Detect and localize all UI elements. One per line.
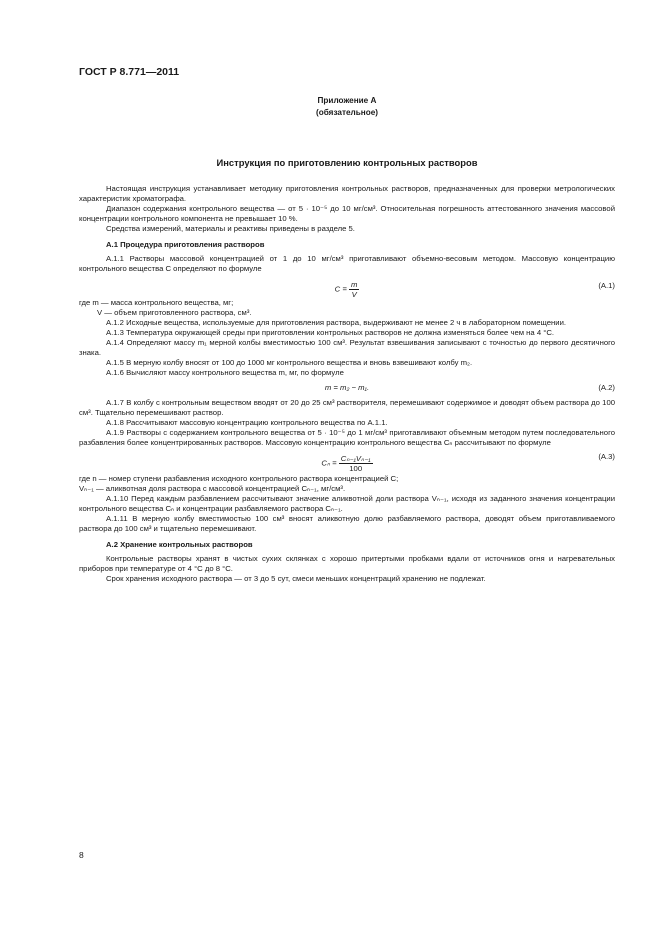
clause-a1-9: А.1.9 Растворы с содержанием контрольного вещества от 5 · 10⁻⁵ до 1 мг/см³ приготавливают объемным методом путем последовательного разбавления более концентрированных растворов. Массовую концентрацию контрольного вещества Cₙ рассчитывают по формуле — [79, 428, 615, 447]
clause-a1-7: А.1.7 В колбу с контрольным веществом вводят от 20 до 25 см³ растворителя, перемешивают содержимое и доводят объем раствора до 100 см³. Тщательно перемешивают раствор. — [79, 398, 615, 417]
formula-a3-fraction — [339, 454, 373, 473]
clause-a1-2: А.1.2 Исходные вещества, используемые для приготовления раствора, выдерживают не менее 2 ч в лабораторном помещении. — [106, 318, 567, 327]
appendix-title: Приложение А — [317, 96, 377, 105]
clause-a1-5: А.1.5 В мерную колбу вносят от 100 до 1000 мг контрольного вещества и вновь взвешивают колбу m₂. — [106, 358, 473, 367]
formula-a2-expression: m = m₂ − m₁. — [324, 383, 370, 392]
where-vn: Vₙ₋₁ — аликвотная доля раствора с массовой концентрацией Cₙ₋₁, мг/см³. — [79, 484, 346, 493]
formula-a2-number: (А.2) — [598, 383, 615, 392]
document-header: ГОСТ Р 8.771—2011 — [79, 66, 180, 78]
formula-a1-numerator: m — [350, 280, 358, 289]
intro-paragraph: Настоящая инструкция устанавливает методику приготовления контрольных растворов, предназначенных для проверки метрологических характеристик хроматографа. — [79, 184, 615, 203]
storage-paragraph-1: Контрольные растворы хранят в чистых сухих склянках с хорошо притертыми пробками вдали от источников огня и нагревательных приборов при температуре от 4 °С до 8 °С. — [79, 554, 615, 573]
formula-a3-lhs: Cₙ = — [321, 458, 337, 468]
section-heading-a2: А.2 Хранение контрольных растворов — [106, 540, 253, 549]
clause-a1-8: А.1.8 Рассчитывают массовую концентрацию контрольного вещества по А.1.1. — [106, 418, 388, 427]
formula-a2 — [79, 380, 615, 396]
formula-a1 — [79, 276, 615, 299]
clause-a1-4: А.1.4 Определяют массу m₁ мерной колбы вместимостью 100 см³. Результат взвешивания записывают с точностью до первого десятичного знака. — [79, 338, 615, 357]
where-n: где n — номер ступени разбавления исходного контрольного раствора концентрацией C; — [79, 474, 399, 483]
section-heading-a1: А.1 Процедура приготовления растворов — [106, 240, 265, 249]
formula-a1-lhs: C = — [334, 284, 347, 294]
clause-a1-1: А.1.1 Растворы массовой концентрацией от 1 до 10 мг/см³ приготавливают объемно-весовым методом. Массовую концентрацию контрольного вещества C определяют по формуле — [79, 254, 615, 273]
appendix-subtitle: (обязательное) — [316, 108, 378, 117]
formula-a3-number: (А.3) — [598, 452, 615, 461]
where-m: где m — масса контрольного вещества, мг; — [79, 298, 234, 307]
formula-a3-numerator: Cₙ₋₁Vₙ₋₁ — [340, 454, 371, 463]
range-paragraph: Диапазон содержания контрольного вещества — от 5 · 10⁻⁵ до 10 мг/см³. Относительная погрешность аттестованного значения массовой концентрации контрольного компонента не превышает 10 %. — [79, 204, 615, 223]
formula-a1-fraction — [349, 280, 359, 299]
clause-a1-3: А.1.3 Температура окружающей среды при приготовлении контрольных растворов не должна изменяться более чем на 4 °С. — [106, 328, 555, 337]
formula-a3-denominator: 100 — [349, 464, 363, 473]
clause-a1-6: А.1.6 Вычисляют массу контрольного вещества m, мг, по формуле — [106, 368, 344, 377]
where-v: V — объем приготовленного раствора, см³. — [97, 308, 252, 317]
page-title: Инструкция по приготовлению контрольных растворов — [216, 157, 478, 168]
formula-a1-denominator: V — [351, 290, 357, 299]
formula-a1-number: (А.1) — [598, 281, 615, 290]
equipment-paragraph: Средства измерений, материалы и реактивы приведены в разделе 5. — [106, 224, 355, 233]
clause-a1-10: А.1.10 Перед каждым разбавлением рассчитывают значение аликвотной доли раствора Vₙ₋₁, исходя из заданного значения концентрации контрольного вещества Cₙ и концентрации разбавляемого раствора Cₙ₋₁. — [79, 494, 615, 513]
document-body — [79, 184, 615, 584]
storage-paragraph-2: Срок хранения исходного раствора — от 3 до 5 сут, смеси меньших концентраций хранению не подлежат. — [106, 574, 486, 583]
page-number: 8 — [79, 850, 84, 860]
formula-a3 — [79, 450, 615, 472]
clause-a1-11: А.1.11 В мерную колбу вместимостью 100 см³ вносят аликвотную долю разбавляемого раствора, доводят объем приготавливаемого раствора до 100 см³ и тщательно перемешивают. — [79, 514, 615, 533]
